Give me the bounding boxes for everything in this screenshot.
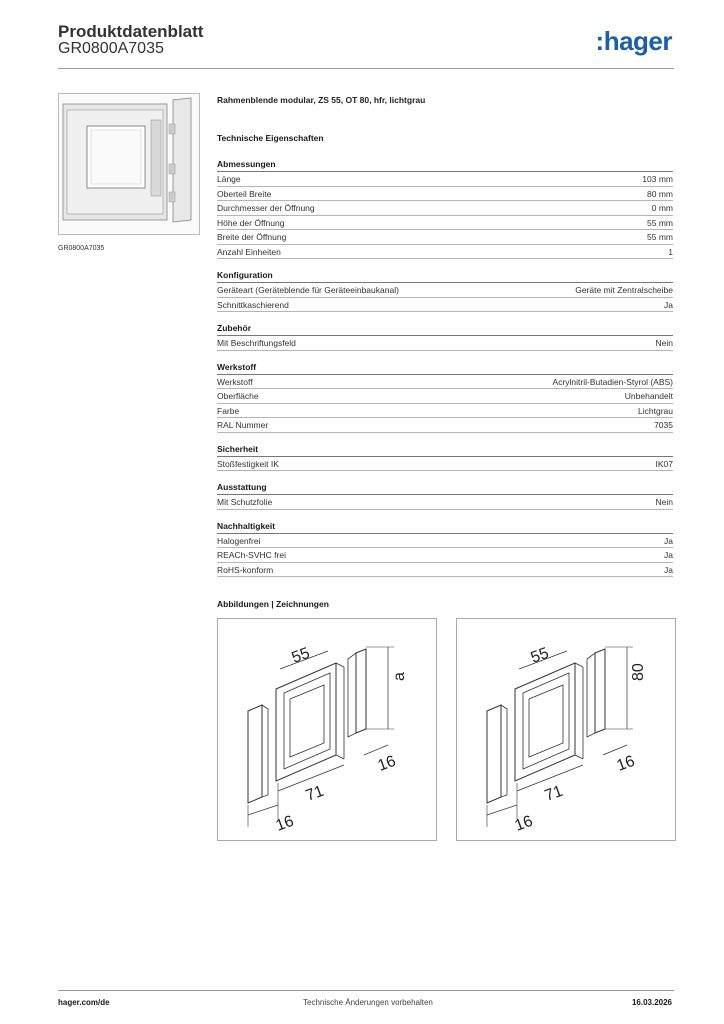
dimension-label: 71 bbox=[542, 782, 566, 805]
spec-value: 103 mm bbox=[642, 174, 673, 184]
spec-label: Schnittkaschierend bbox=[217, 299, 289, 310]
spec-value: 7035 bbox=[654, 420, 673, 430]
product-name: Rahmenblende modular, ZS 55, OT 80, hfr, lichtgrau bbox=[217, 95, 426, 105]
spec-row bbox=[217, 495, 673, 510]
spec-label: Geräteart (Geräteblende für Geräteeinbaukanal) bbox=[217, 285, 399, 295]
spec-label: RAL Nummer bbox=[217, 420, 269, 430]
spec-label: Länge bbox=[217, 174, 241, 184]
spec-value: Ja bbox=[664, 550, 673, 560]
spec-section bbox=[217, 362, 673, 433]
spec-label: Mit Beschriftungsfeld bbox=[217, 338, 296, 348]
spec-value: Geräte mit Zentralscheibe bbox=[575, 285, 673, 295]
spec-row bbox=[217, 187, 673, 202]
section-title: Abmessungen bbox=[217, 159, 673, 172]
spec-row bbox=[217, 418, 673, 433]
spec-value: 80 mm bbox=[647, 188, 673, 199]
header-divider bbox=[58, 68, 674, 69]
section-title: Zubehör bbox=[217, 323, 673, 336]
spec-value: IK07 bbox=[655, 458, 673, 469]
spec-row bbox=[217, 336, 673, 351]
spec-value: 55 mm bbox=[647, 217, 673, 228]
spec-value: Acrylnitril-Butadien-Styrol (ABS) bbox=[552, 376, 673, 387]
spec-row bbox=[217, 283, 673, 298]
drawings-heading: Abbildungen | Zeichnungen bbox=[217, 599, 329, 609]
hager-logo: :hager bbox=[595, 26, 672, 56]
spec-label: Anzahl Einheiten bbox=[217, 246, 281, 257]
spec-value: Lichtgrau bbox=[638, 405, 673, 416]
spec-row bbox=[217, 298, 673, 313]
spec-row bbox=[217, 375, 673, 390]
section-title: Werkstoff bbox=[217, 362, 673, 375]
footer-date: 16.03.2026 bbox=[631, 998, 672, 1007]
dimension-label: 55 bbox=[528, 644, 552, 667]
spec-value: Nein bbox=[655, 497, 673, 507]
spec-value: Ja bbox=[664, 299, 673, 310]
spec-label: Breite der Öffnung bbox=[217, 232, 287, 242]
spec-row bbox=[217, 245, 673, 260]
spec-label: RoHS-konform bbox=[217, 564, 274, 575]
footer-divider bbox=[58, 990, 674, 991]
spec-sections bbox=[217, 159, 673, 577]
dimension-label: 55 bbox=[289, 644, 313, 667]
spec-label: Halogenfrei bbox=[217, 535, 261, 546]
spec-row bbox=[217, 548, 673, 563]
section-title: Ausstattung bbox=[217, 482, 673, 495]
spec-value: 1 bbox=[668, 246, 673, 257]
spec-row bbox=[217, 201, 673, 216]
dimension-label: 16 bbox=[614, 752, 638, 775]
dimension-label: 16 bbox=[512, 812, 536, 835]
document-title: Produktdatenblatt bbox=[58, 22, 204, 41]
footer-website: hager.com/de bbox=[58, 998, 110, 1007]
spec-label: Oberfläche bbox=[217, 391, 259, 401]
spec-row bbox=[217, 230, 673, 245]
tech-properties-heading: Technische Eigenschaften bbox=[217, 133, 324, 143]
section-title: Sicherheit bbox=[217, 444, 673, 457]
spec-value: 0 mm bbox=[651, 203, 673, 213]
dimension-label: 16 bbox=[273, 812, 297, 835]
spec-value: Ja bbox=[664, 564, 673, 575]
dimension-label: 71 bbox=[303, 782, 327, 805]
spec-row bbox=[217, 216, 673, 231]
spec-row bbox=[217, 457, 673, 472]
spec-label: REACh-SVHC frei bbox=[217, 550, 286, 560]
spec-label: Höhe der Öffnung bbox=[217, 217, 285, 228]
spec-row bbox=[217, 563, 673, 578]
spec-label: Stoßfestigkeit IK bbox=[217, 458, 279, 469]
spec-row bbox=[217, 389, 673, 404]
spec-section bbox=[217, 323, 673, 351]
spec-label: Durchmesser der Öffnung bbox=[217, 203, 315, 213]
dimension-label: 80 bbox=[630, 663, 647, 681]
page-header bbox=[58, 20, 674, 68]
product-code: GR0800A7035 bbox=[58, 40, 164, 57]
spec-section bbox=[217, 444, 673, 472]
spec-row bbox=[217, 172, 673, 187]
spec-section bbox=[217, 159, 673, 259]
product-specs bbox=[217, 95, 673, 588]
product-image-caption: GR0800A7035 bbox=[58, 245, 105, 252]
spec-label: Werkstoff bbox=[217, 376, 253, 387]
spec-label: Oberteil Breite bbox=[217, 188, 272, 199]
dimension-drawing-2 bbox=[456, 618, 676, 841]
dimension-label: 16 bbox=[375, 752, 399, 775]
spec-label: Mit Schutzfolie bbox=[217, 497, 273, 507]
spec-section bbox=[217, 270, 673, 312]
section-title: Nachhaltigkeit bbox=[217, 521, 673, 534]
spec-value: 55 mm bbox=[647, 232, 673, 242]
section-title: Konfiguration bbox=[217, 270, 673, 283]
spec-row bbox=[217, 404, 673, 419]
product-image bbox=[58, 93, 200, 235]
spec-section bbox=[217, 482, 673, 510]
spec-value: Nein bbox=[655, 338, 673, 348]
dimension-drawing-1 bbox=[217, 618, 437, 841]
spec-value: Ja bbox=[664, 535, 673, 546]
dimension-label: a bbox=[391, 672, 408, 681]
spec-section bbox=[217, 521, 673, 578]
spec-label: Farbe bbox=[217, 405, 240, 416]
spec-value: Unbehandelt bbox=[624, 391, 673, 401]
footer-disclaimer: Technische Änderungen vorbehalten bbox=[303, 998, 433, 1007]
spec-row bbox=[217, 534, 673, 549]
